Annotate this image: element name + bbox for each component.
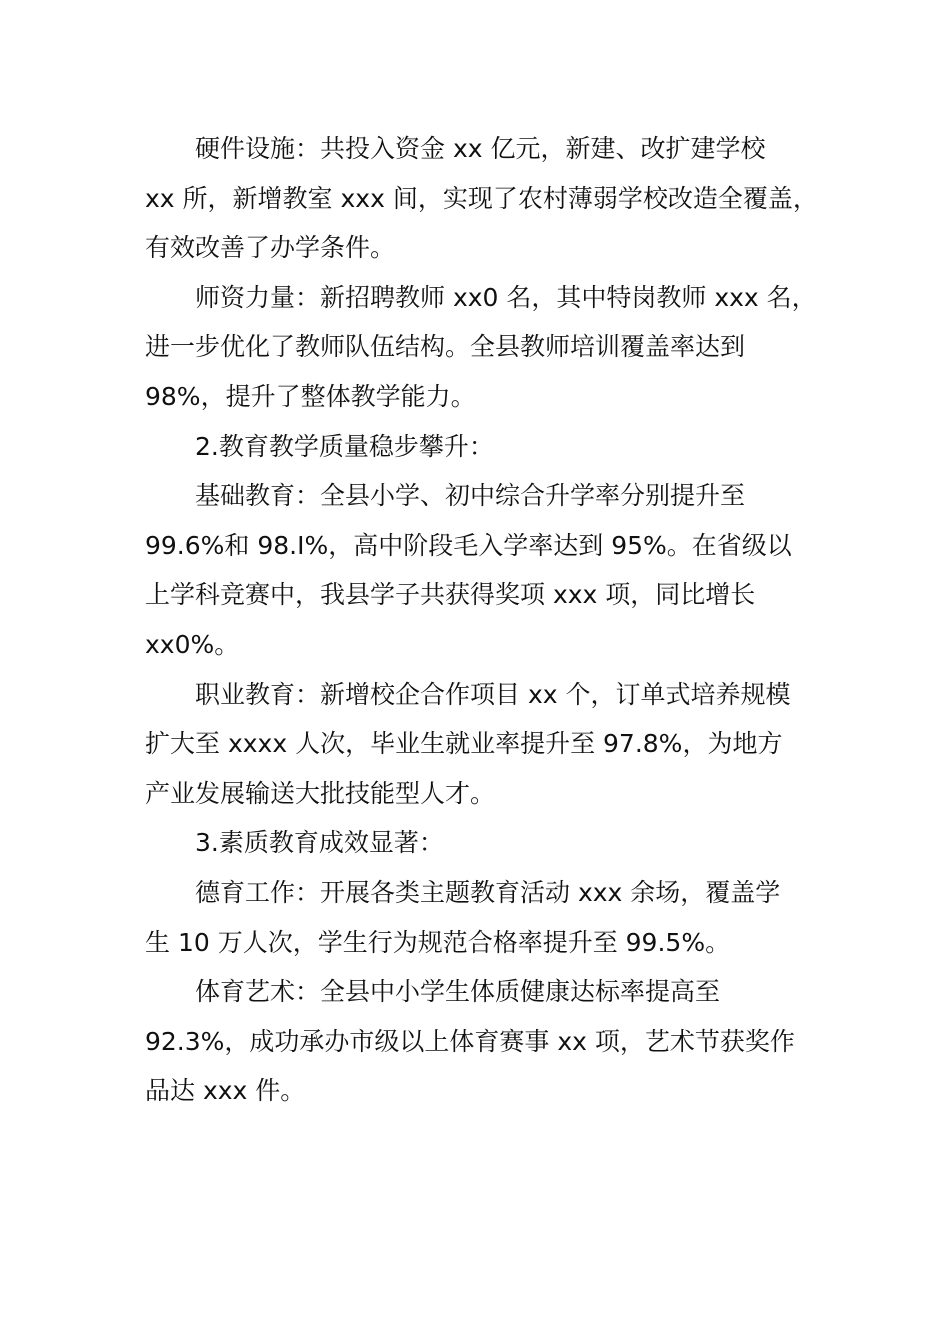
paragraph-moral-education-line-2: 生 10 万人次，学生行为规范合格率提升至 99.5%。 <box>145 927 731 957</box>
paragraph-moral-education-line-1: 德育工作：开展各类主题教育活动 xxx 余场，覆盖学 <box>195 877 781 907</box>
paragraph-hardware-line-1: 硬件设施：共投入资金 xx 亿元，新建、改扩建学校 <box>195 134 766 163</box>
document-body <box>145 124 825 1116</box>
paragraph-hardware-line-2: xx 所，新增教室 xxx 间，实现了农村薄弱学校改造全覆盖， <box>145 183 818 213</box>
paragraph-teachers-line-2: 进一步优化了教师队伍结构。全县教师培训覆盖率达到 <box>145 332 746 362</box>
paragraph-teachers-line-3: 98%，提升了整体教学能力。 <box>145 381 476 411</box>
paragraph-vocational-line-2: 扩大至 xxxx 人次，毕业生就业率提升至 97.8%，为地方 <box>145 729 783 759</box>
section-heading-quality-education: 3.素质教育成效显著： <box>195 828 444 858</box>
paragraph-basic-education-line-4: xx0%。 <box>145 629 240 659</box>
paragraph-sports-arts-line-2: 92.3%，成功承办市级以上体育赛事 xx 项，艺术节获奖作 <box>145 1026 795 1056</box>
paragraph-basic-education-line-3: 上学科竞赛中，我县学子共获得奖项 xxx 项，同比增长 <box>145 580 756 610</box>
paragraph-basic-education-line-1: 基础教育：全县小学、初中综合升学率分别提升至 <box>195 481 746 511</box>
paragraph-sports-arts-line-1: 体育艺术：全县中小学生体质健康达标率提高至 <box>195 977 721 1007</box>
paragraph-vocational-line-3: 产业发展输送大批技能型人才。 <box>145 778 496 808</box>
paragraph-vocational-line-1: 职业教育：新增校企合作项目 xx 个，订单式培养规模 <box>195 679 791 709</box>
paragraph-basic-education-line-2: 99.6%和 98.I%，高中阶段毛入学率达到 95%。在省级以 <box>145 530 792 560</box>
paragraph-sports-arts-line-3: 品达 xxx 件。 <box>145 1076 306 1106</box>
paragraph-teachers-line-1: 师资力量：新招聘教师 xx0 名，其中特岗教师 xxx 名， <box>195 282 817 312</box>
section-heading-quality: 2.教育教学质量稳步攀升： <box>195 431 494 461</box>
paragraph-hardware-line-3: 有效改善了办学条件。 <box>145 233 396 263</box>
